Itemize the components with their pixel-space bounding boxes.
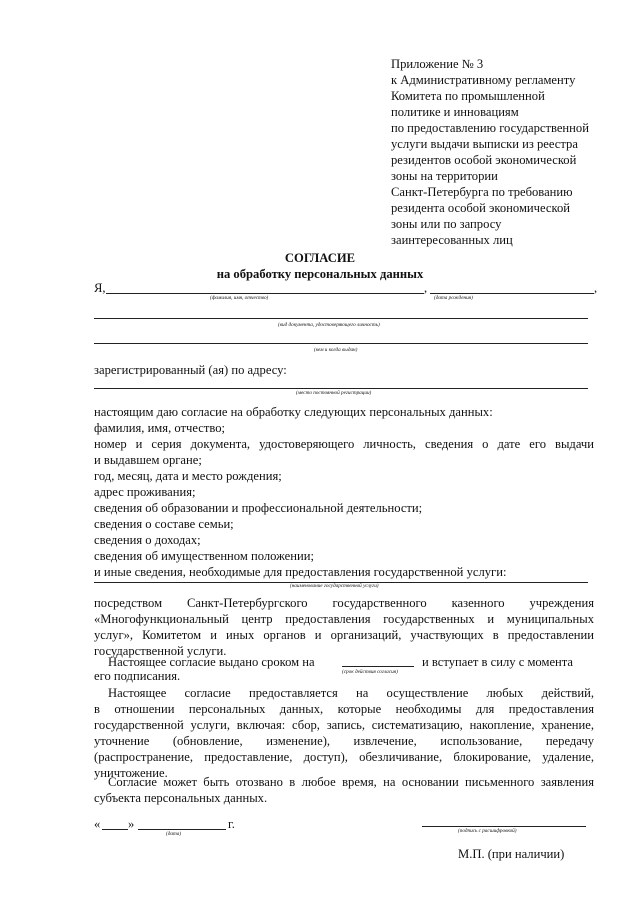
- stamp-label: М.П. (при наличии): [458, 847, 565, 861]
- paragraph-line: Настоящее согласие предоставляется на осуществление любых действий,: [108, 686, 594, 700]
- appendix-line: заинтересованных лиц: [391, 233, 513, 247]
- i-prefix: Я,: [94, 281, 106, 295]
- issued-by-field-line[interactable]: [94, 343, 588, 344]
- consent-item: сведения об имущественном положении;: [94, 549, 314, 563]
- appendix-line: Приложение № 3: [391, 57, 484, 71]
- birth-date-field-line[interactable]: [430, 293, 594, 294]
- paragraph-line: в отношении персональных данных, которые необходимы для предоставления: [94, 702, 594, 716]
- consent-item: номер и серия документа, удостоверяющего личность, сведения о дате его выдачи: [94, 437, 594, 451]
- consent-intro: настоящим даю согласие на обработку следующих персональных данных:: [94, 405, 493, 419]
- document-subtitle: на обработку персональных данных: [216, 267, 424, 281]
- paragraph-line: государственной услуги, включая: сбор, запись, систематизацию, накопление, хранение,: [94, 718, 594, 732]
- birth-comma: ,: [594, 281, 598, 295]
- appendix-line: Комитета по промышленной: [391, 89, 545, 103]
- caption-date: (дата): [166, 831, 182, 837]
- consent-item: и иные сведения, необходимые для предоставления государственной услуги:: [94, 565, 507, 579]
- term-field-line[interactable]: [342, 666, 414, 667]
- paragraph-line: посредством Санкт-Петербургского государственного казенного учреждения: [94, 596, 594, 610]
- term-text-c: его подписания.: [94, 669, 181, 683]
- address-field-line[interactable]: [94, 388, 588, 389]
- caption-term: (срок действия согласия): [342, 669, 398, 675]
- consent-item: сведения о составе семьи;: [94, 517, 234, 531]
- appendix-line: резидента особой экономической: [391, 201, 571, 215]
- signature-field-line[interactable]: [422, 826, 586, 827]
- name-comma: ,: [424, 281, 428, 295]
- term-text-b: и вступает в силу с момента: [422, 655, 574, 669]
- caption-service-name: (наименование государственной услуги): [290, 583, 379, 589]
- appendix-line: политике и инновациям: [391, 105, 519, 119]
- paragraph-line: услуг», Комитетом и иных органов и организаций, участвующих в предоставлении: [94, 628, 594, 642]
- document-title: СОГЛАСИЕ: [284, 251, 356, 265]
- paragraph-line: субъекта персональных данных.: [94, 791, 268, 805]
- paragraph-line: Согласие может быть отозвано в любое время, на основании письменного заявления: [108, 775, 594, 789]
- consent-item: адрес проживания;: [94, 485, 196, 499]
- paragraph-line: (распространение, предоставление, доступ), обезличивание, блокирование, удаление,: [94, 750, 594, 764]
- consent-item: сведения об образовании и профессиональной деятельности;: [94, 501, 423, 515]
- caption-issued-by: (кем и когда выдан): [314, 347, 358, 353]
- appendix-line: резидентов особой экономической: [391, 153, 577, 167]
- day-field-line[interactable]: [102, 829, 128, 830]
- caption-signature: (подпись с расшифровкой): [458, 828, 517, 834]
- paragraph-line: уточнение (обновление, изменение), извлечение, использование, передачу: [94, 734, 594, 748]
- appendix-line: Санкт-Петербурга по требованию: [391, 185, 573, 199]
- appendix-line: зоны или по запросу: [391, 217, 502, 231]
- appendix-line: по предоставлению государственной: [391, 121, 589, 135]
- appendix-line: услуги выдачи выписки из реестра: [391, 137, 578, 151]
- appendix-line: зоны на территории: [391, 169, 498, 183]
- consent-item: фамилия, имя, отчество;: [94, 421, 225, 435]
- identity-document-field-line[interactable]: [94, 318, 588, 319]
- year-suffix: г.: [228, 817, 235, 831]
- appendix-line: к Административному регламенту: [391, 73, 576, 87]
- paragraph-line: государственной услуги.: [94, 644, 227, 658]
- caption-address: (место постоянной регистрации): [296, 390, 372, 396]
- date-quote-open: «: [94, 817, 101, 831]
- paragraph-line: уничтожение.: [94, 766, 168, 780]
- caption-name: (фамилия, имя, отчество): [210, 295, 269, 301]
- consent-item: год, месяц, дата и место рождения;: [94, 469, 282, 483]
- name-field-line[interactable]: [106, 293, 424, 294]
- consent-item: сведения о доходах;: [94, 533, 201, 547]
- paragraph-line: «Многофункциональный центр предоставления государственных и муниципальных: [94, 612, 594, 626]
- term-text-a: Настоящее согласие выдано сроком на: [108, 655, 315, 669]
- registered-address-label: зарегистрированный (ая) по адресу:: [94, 363, 287, 377]
- caption-identity-document: (вид документа, удостоверяющего личность): [278, 322, 380, 328]
- date-quote-close: »: [128, 817, 135, 831]
- month-field-line[interactable]: [138, 829, 226, 830]
- consent-item: и выдавшем органе;: [94, 453, 202, 467]
- caption-birth-date: (дата рождения): [434, 295, 473, 301]
